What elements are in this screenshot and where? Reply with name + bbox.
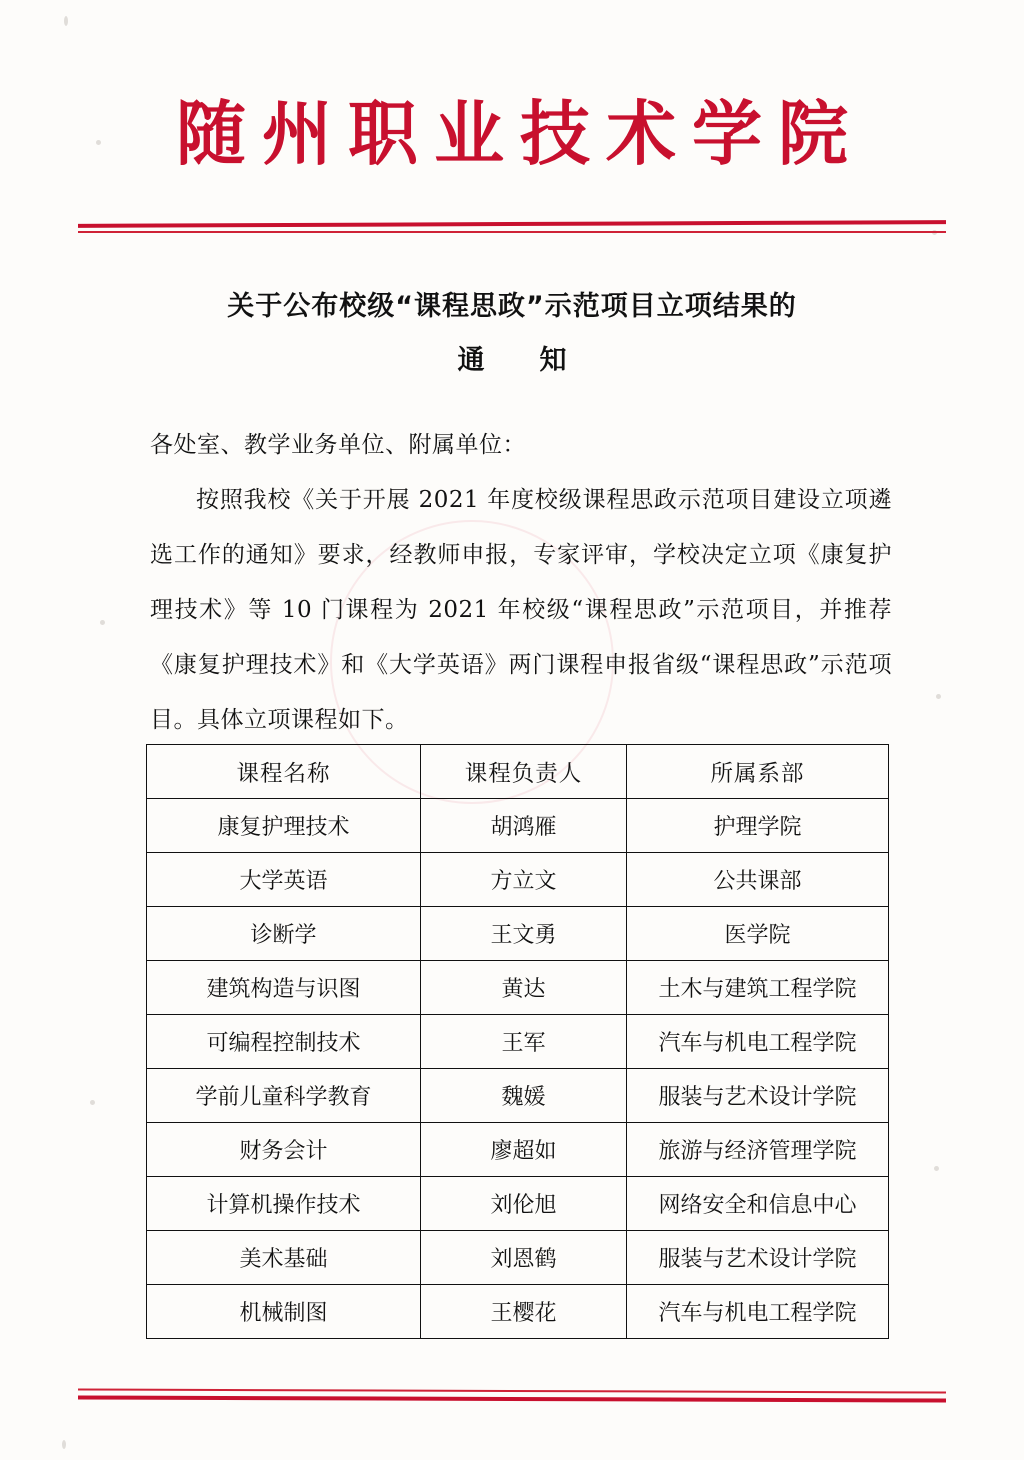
cell-course-leader: 廖超如 [421, 1123, 627, 1177]
header-rule [78, 222, 946, 234]
table-row [147, 799, 889, 853]
page-title-line-2: 通 知 [457, 345, 581, 376]
cell-course-leader: 刘恩鹤 [421, 1231, 627, 1285]
cell-course-leader: 黄达 [421, 961, 627, 1015]
results-table [146, 744, 889, 1339]
column-header-course-name: 课程名称 [147, 745, 421, 799]
table-row [147, 961, 889, 1015]
cell-course-leader: 王文勇 [421, 907, 627, 961]
cell-department: 旅游与经济管理学院 [627, 1123, 889, 1177]
cell-course-leader: 魏媛 [421, 1069, 627, 1123]
cell-department: 土木与建筑工程学院 [627, 961, 889, 1015]
scan-speckle [934, 1166, 939, 1171]
footer-rule-thin [78, 1388, 946, 1393]
column-header-course-leader: 课程负责人 [421, 745, 627, 799]
cell-course-name: 美术基础 [147, 1231, 421, 1285]
cell-course-name: 大学英语 [147, 853, 421, 907]
table-row [147, 1069, 889, 1123]
institution-name: 随州职业技术学院 [176, 92, 864, 175]
table-row [147, 1285, 889, 1339]
page-title-line-1: 关于公布校级“课程思政”示范项目立项结果的 [227, 291, 797, 322]
cell-course-name: 诊断学 [147, 907, 421, 961]
cell-course-leader: 王樱花 [421, 1285, 627, 1339]
cell-course-leader: 胡鸿雁 [421, 799, 627, 853]
table-row [147, 853, 889, 907]
masthead [0, 92, 1024, 175]
table-row [147, 1177, 889, 1231]
cell-course-name: 学前儿童科学教育 [147, 1069, 421, 1123]
table-row [147, 1123, 889, 1177]
cell-department: 护理学院 [627, 799, 889, 853]
footer-rule-thick [78, 1395, 946, 1402]
cell-course-name: 可编程控制技术 [147, 1015, 421, 1069]
cell-department: 服装与艺术设计学院 [627, 1231, 889, 1285]
cell-department: 服装与艺术设计学院 [627, 1069, 889, 1123]
cell-department: 汽车与机电工程学院 [627, 1015, 889, 1069]
header-rule-thin [78, 231, 946, 233]
cell-department: 网络安全和信息中心 [627, 1177, 889, 1231]
scan-speckle [936, 694, 941, 699]
cell-department: 汽车与机电工程学院 [627, 1285, 889, 1339]
page-title [150, 280, 874, 388]
table-row [147, 1231, 889, 1285]
cell-department: 公共课部 [627, 853, 889, 907]
cell-department: 医学院 [627, 907, 889, 961]
scan-speckle [100, 620, 105, 625]
header-rule-thick [78, 220, 946, 228]
column-header-department: 所属系部 [627, 745, 889, 799]
scan-speckle [62, 1440, 66, 1449]
body-paragraph: 按照我校《关于开展 2021 年度校级课程思政示范项目建设立项遴选工作的通知》要求，经教师申报，专家评审，学校决定立项《康复护理技术》等 10 门课程为 2021 年校级“课程思政”示范项目，并推荐《康复护理技术》和《大学英语》两门课程申报省级“课程思政”示范项目。具体立项课程如下。 [150, 487, 892, 733]
document-body [150, 418, 892, 748]
cell-course-leader: 刘伦旭 [421, 1177, 627, 1231]
cell-course-name: 康复护理技术 [147, 799, 421, 853]
cell-course-name: 机械制图 [147, 1285, 421, 1339]
scan-speckle [90, 1100, 95, 1105]
cell-course-name: 财务会计 [147, 1123, 421, 1177]
cell-course-name: 建筑构造与识图 [147, 961, 421, 1015]
salutation: 各处室、教学业务单位、附属单位： [150, 432, 526, 458]
scan-speckle [64, 16, 68, 26]
table-header-row [147, 745, 889, 799]
table-row [147, 1015, 889, 1069]
footer-rule [78, 1390, 946, 1402]
cell-course-leader: 方立文 [421, 853, 627, 907]
table-row [147, 907, 889, 961]
cell-course-leader: 王军 [421, 1015, 627, 1069]
cell-course-name: 计算机操作技术 [147, 1177, 421, 1231]
